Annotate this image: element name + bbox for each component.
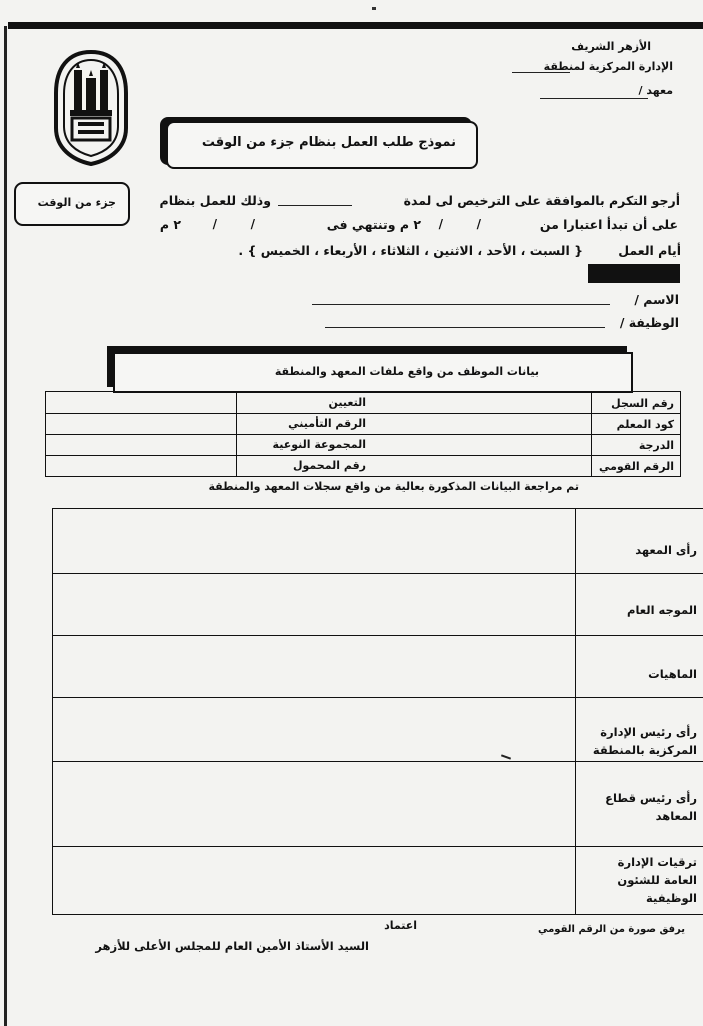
top-border [8, 22, 703, 29]
date-sep-1: / [476, 217, 481, 231]
name-blank[interactable] [312, 304, 610, 305]
work-days-list: { السبت ، الأحد ، الاثنين ، الثلاثاء ، الأربعاء ، الخميس } . [238, 243, 583, 258]
date-sep-2: / [438, 217, 443, 231]
work-days-label: أيام العمل [618, 243, 681, 258]
name-label: الاسم / [634, 292, 679, 307]
row-institutes-sector-head: رأى رئيس قطاع المعاهد [605, 791, 697, 823]
employee-data-title-box [113, 352, 633, 393]
employee-data-title: بيانات الموظف من واقع ملفات المعهد والمنطقة [274, 365, 539, 378]
info-label-grade: الدرجة [638, 439, 674, 452]
signatory: السيد الأستاذ الأمين العام للمجلس الأعلى للأزهر [95, 939, 369, 953]
job-label: الوظيفة / [619, 315, 679, 330]
redaction-bar [588, 264, 680, 283]
header-blank-2 [540, 98, 648, 99]
info-label-insurance: الرقم التأميني [288, 417, 366, 430]
info-label-national-id: الرقم القومي [598, 460, 674, 473]
part-time-label-box [14, 182, 130, 226]
date-sep-3: / [250, 217, 255, 231]
scan-mark [372, 7, 376, 10]
info-label-group: المجموعة النوعية [272, 438, 366, 451]
pen-mark [501, 754, 511, 759]
review-note: تم مراجعة البيانات المذكورة بعالية من واقع سجلات المعهد والمنطقة [208, 480, 579, 493]
form-title: نموذج طلب العمل بنظام جزء من الوقت [201, 135, 456, 150]
row-central-admin-head: رأى رئيس الإدارة المركزية بالمنطقة [592, 725, 697, 757]
part-time-label: جزء من الوقت [37, 196, 116, 209]
job-blank[interactable] [325, 327, 605, 328]
header-line-3: معهد / [638, 84, 673, 97]
request-line-2a: على أن تبدأ اعتبارا من [539, 217, 678, 232]
header-blank-1 [512, 72, 570, 73]
header-line-2: الإدارة المركزية لمنطقة [543, 60, 673, 73]
info-label-teacher-code: كود المعلم [616, 418, 674, 431]
duration-blank[interactable] [278, 205, 352, 206]
request-line-2d: ٢ م وتنتهي فى [326, 217, 421, 232]
header-line-1: الأزهر الشريف [571, 40, 651, 53]
request-line-2g: ٢ م [159, 217, 181, 232]
row-general-supervisor: الموجه العام [627, 603, 697, 617]
date-sep-4: / [212, 217, 217, 231]
attach-note: يرفق صورة من الرقم القومي [538, 924, 685, 935]
row-promotions-admin: ترقيات الإدارة العامة للشئون الوظيفية [617, 855, 697, 905]
info-label-mobile: رقم المحمول [292, 459, 366, 472]
row-payroll: الماهيات [648, 667, 697, 681]
left-border [4, 26, 7, 1026]
approvals-table [52, 508, 703, 915]
al-azhar-logo [52, 48, 130, 166]
request-line-1b: وذلك للعمل بنظام [159, 193, 271, 208]
info-label-registry: رقم السجل [611, 397, 674, 410]
row-institute-opinion: رأى المعهد [635, 543, 697, 557]
info-label-appointment: التعيين [328, 396, 366, 409]
request-line-1a: أرجو التكرم بالموافقة على الترخيص لى لمدة [403, 193, 680, 208]
employee-info-table [45, 391, 681, 477]
approval-label: اعتماد [384, 919, 417, 932]
form-title-box [166, 121, 478, 169]
